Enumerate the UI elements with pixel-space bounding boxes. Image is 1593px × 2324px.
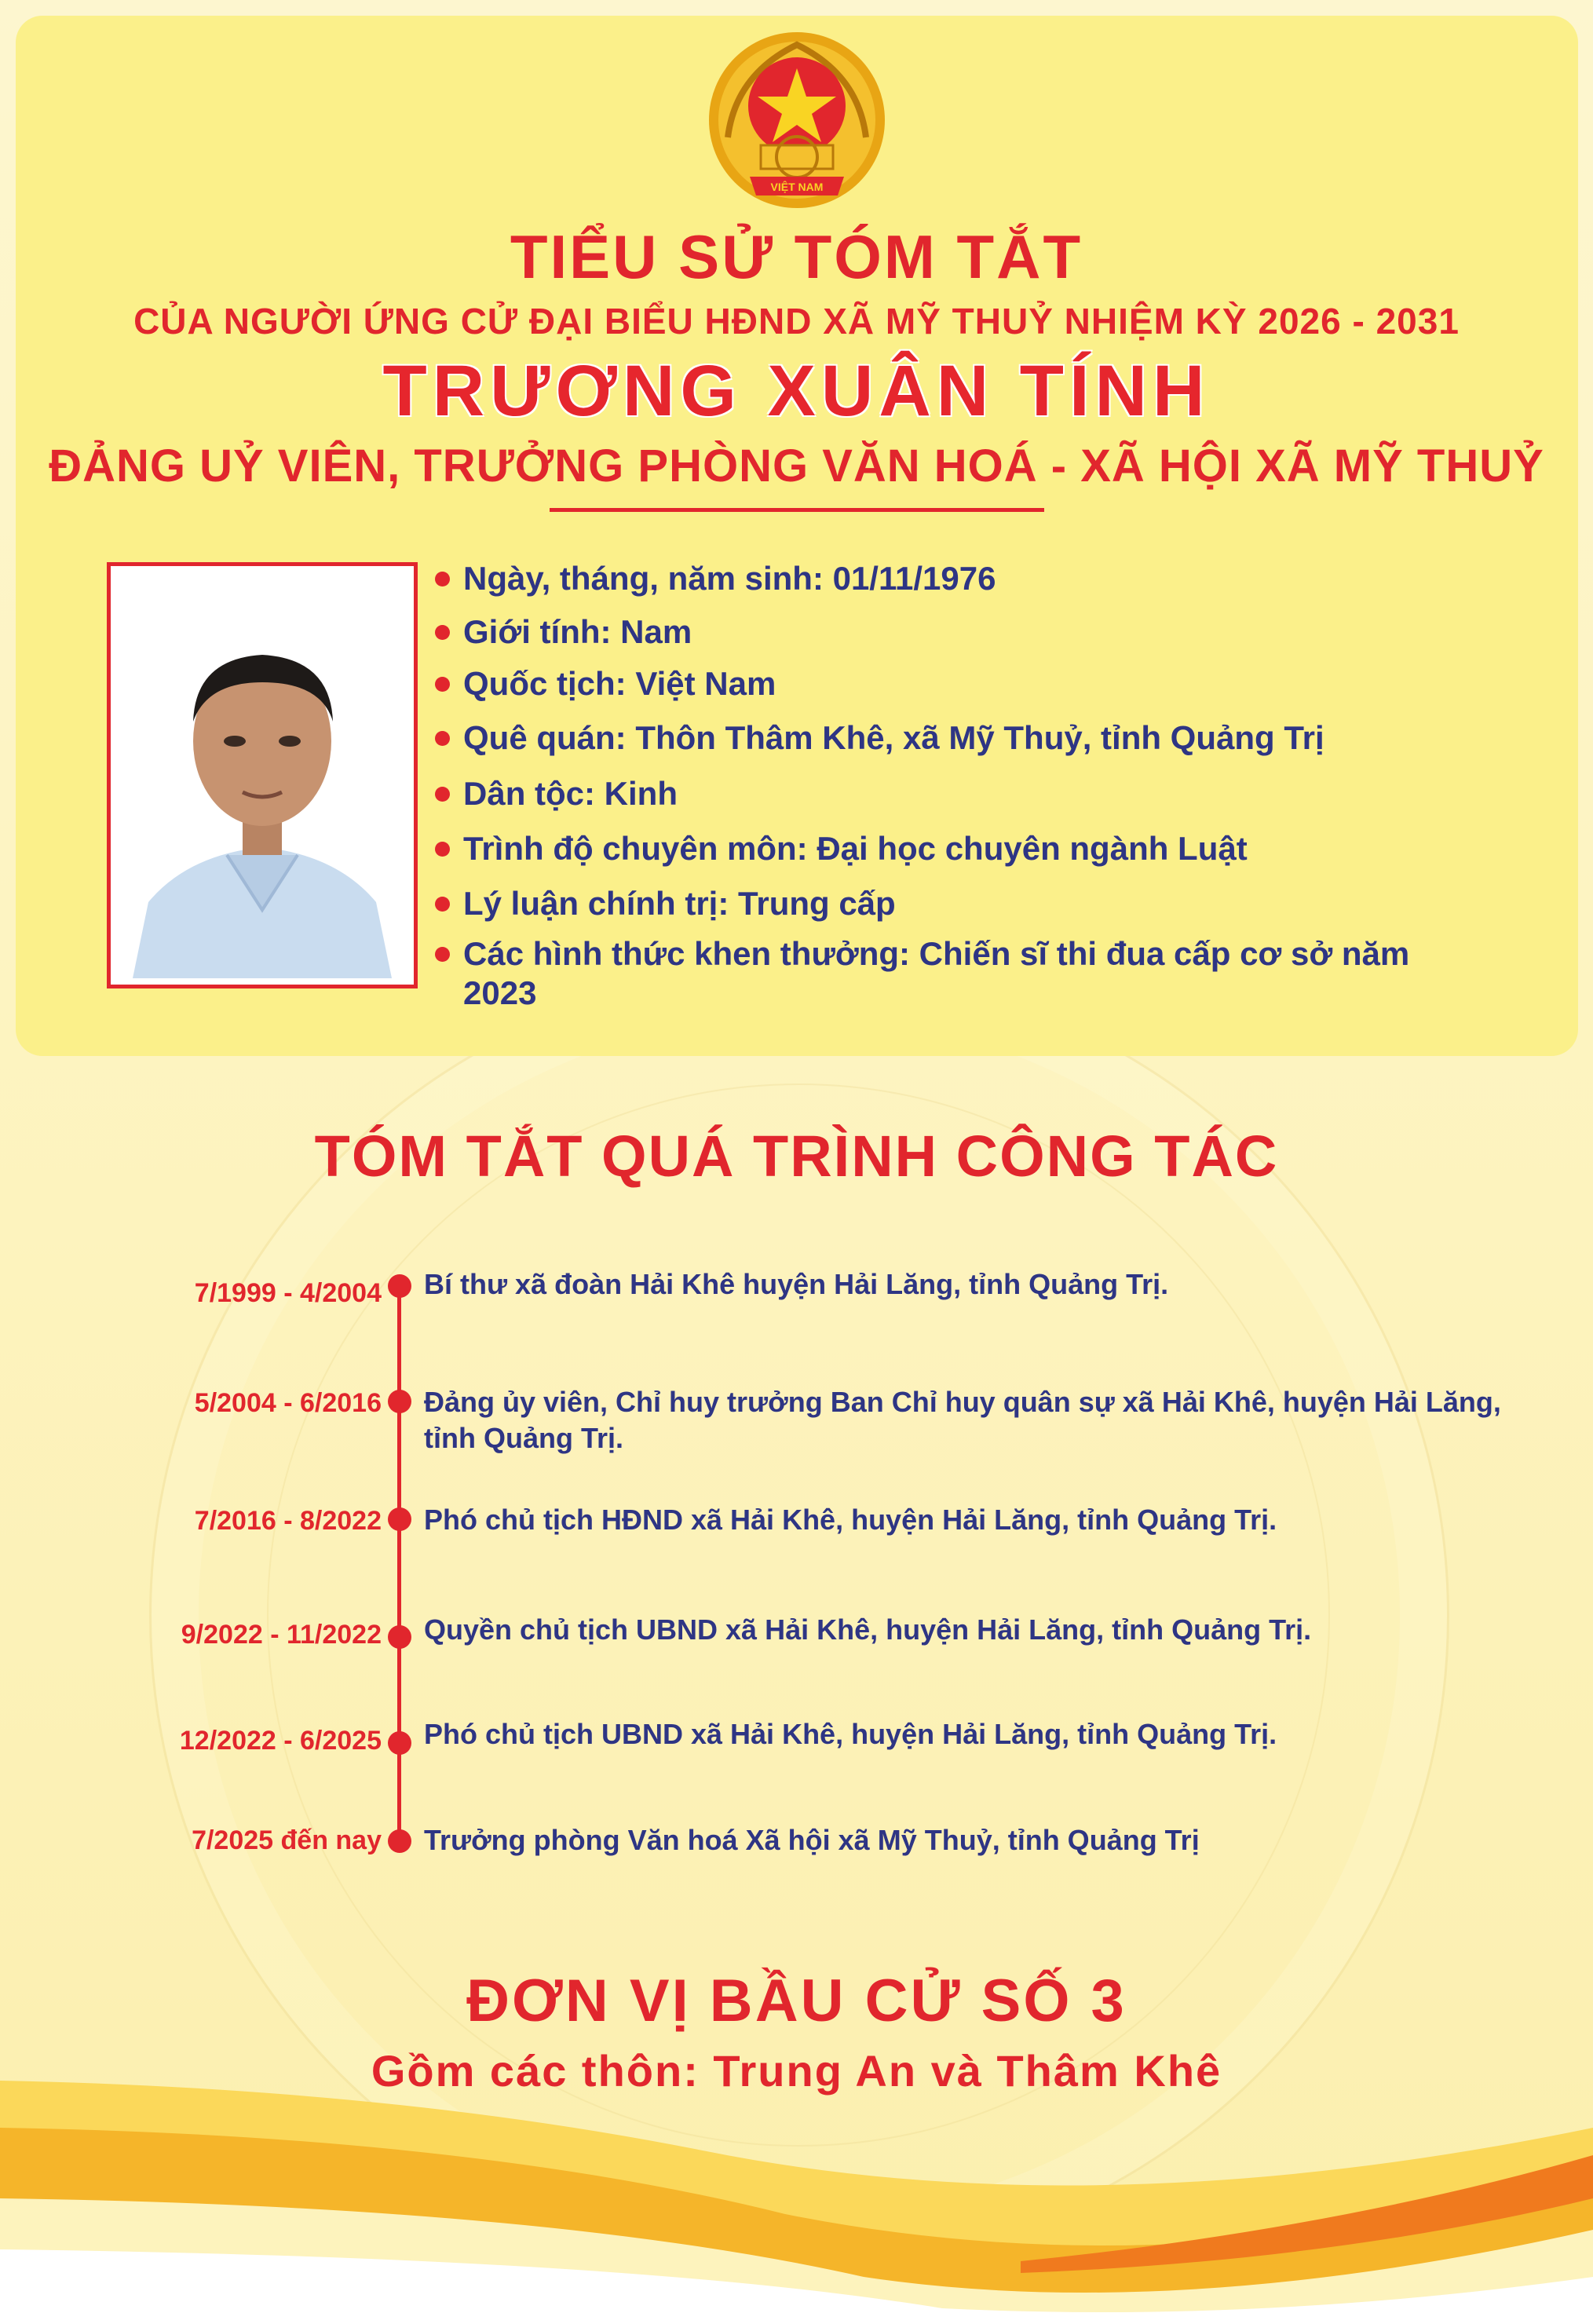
info-political-theory — [430, 884, 1555, 923]
info-text: Ngày, tháng, năm sinh: 01/11/1976 — [463, 560, 996, 597]
career-section-title: TÓM TẮT QUÁ TRÌNH CÔNG TÁC — [314, 1124, 1279, 1189]
info-text: Lý luận chính trị: Trung cấp — [463, 885, 896, 922]
bullet-icon — [435, 897, 450, 912]
info-birthdate — [430, 559, 1555, 598]
timeline-description: Đảng ủy viên, Chỉ huy trưởng Ban Chỉ huy quân sự xã Hải Khê, huyện Hải Lăng, tỉnh Quảng Trị. — [424, 1386, 1501, 1454]
info-text: Các hình thức khen thưởng: Chiến sĩ thi đua cấp cơ sở năm 2023 — [463, 935, 1410, 1011]
timeline-dot — [388, 1390, 411, 1413]
info-text: Trình độ chuyên môn: Đại học chuyên ngành Luật — [463, 830, 1248, 867]
page-subtitle: CỦA NGƯỜI ỨNG CỬ ĐẠI BIỂU HĐND XÃ MỸ THUỶ NHIỆM KỲ 2026 - 2031 — [133, 301, 1460, 342]
timeline-date: 7/2025 đến nay — [192, 1825, 382, 1855]
electoral-unit-title: ĐƠN VỊ BẦU CỬ SỐ 3 — [466, 1968, 1127, 2034]
timeline-date: 12/2022 - 6/2025 — [179, 1726, 382, 1756]
timeline-dot — [388, 1625, 411, 1649]
timeline-dot — [388, 1731, 411, 1755]
info-hometown — [430, 718, 1555, 758]
timeline-date: 7/1999 - 4/2004 — [194, 1278, 382, 1308]
timeline-description: Bí thư xã đoàn Hải Khê huyện Hải Lăng, tỉnh Quảng Trị. — [424, 1268, 1169, 1300]
decorative-waves — [0, 2081, 1593, 2324]
emblem-text: VIỆT NAM — [770, 181, 824, 193]
electoral-unit-villages: Gồm các thôn: Trung An và Thâm Khê — [371, 2046, 1222, 2096]
bullet-icon — [435, 677, 450, 692]
info-text: Quốc tịch: Việt Nam — [463, 665, 776, 702]
timeline-dot — [388, 1274, 411, 1298]
info-nationality — [430, 664, 1555, 703]
timeline-description: Phó chủ tịch HĐND xã Hải Khê, huyện Hải Lăng, tỉnh Quảng Trị. — [424, 1504, 1277, 1536]
bullet-icon — [435, 572, 450, 586]
portrait-image — [117, 572, 407, 978]
info-ethnicity — [430, 774, 1555, 813]
timeline-description: Quyền chủ tịch UBND xã Hải Khê, huyện Hải Lăng, tỉnh Quảng Trị. — [424, 1613, 1312, 1646]
info-gender — [430, 612, 1555, 652]
position-underline — [550, 508, 1044, 512]
timeline-line — [397, 1280, 401, 1845]
info-education — [430, 829, 1555, 868]
timeline-date: 9/2022 - 11/2022 — [181, 1620, 382, 1650]
timeline-description: Phó chủ tịch UBND xã Hải Khê, huyện Hải Lăng, tỉnh Quảng Trị. — [424, 1718, 1277, 1750]
info-awards — [430, 934, 1468, 1013]
candidate-photo — [107, 562, 418, 988]
timeline-dot — [388, 1829, 411, 1853]
bullet-icon — [435, 947, 450, 962]
info-text: Quê quán: Thôn Thâm Khê, xã Mỹ Thuỷ, tỉnh Quảng Trị — [463, 719, 1324, 756]
page-title: TIỂU SỬ TÓM TẮT — [510, 222, 1083, 291]
bullet-icon — [435, 625, 450, 640]
timeline-description: Trưởng phòng Văn hoá Xã hội xã Mỹ Thuỷ, tỉnh Quảng Trị — [424, 1824, 1200, 1856]
candidate-position: ĐẢNG UỶ VIÊN, TRƯỞNG PHÒNG VĂN HOÁ - XÃ HỘI XÃ MỸ THUỶ — [49, 440, 1544, 491]
info-text: Giới tính: Nam — [463, 613, 692, 650]
candidate-name: TRƯƠNG XUÂN TÍNH — [382, 351, 1211, 431]
bullet-icon — [435, 787, 450, 802]
bullet-icon — [435, 842, 450, 857]
timeline-dot — [388, 1507, 411, 1531]
timeline-date: 7/2016 - 8/2022 — [194, 1506, 382, 1536]
timeline-date: 5/2004 - 6/2016 — [194, 1388, 382, 1418]
info-text: Dân tộc: Kinh — [463, 775, 678, 812]
national-emblem-icon — [704, 27, 890, 213]
bullet-icon — [435, 731, 450, 746]
